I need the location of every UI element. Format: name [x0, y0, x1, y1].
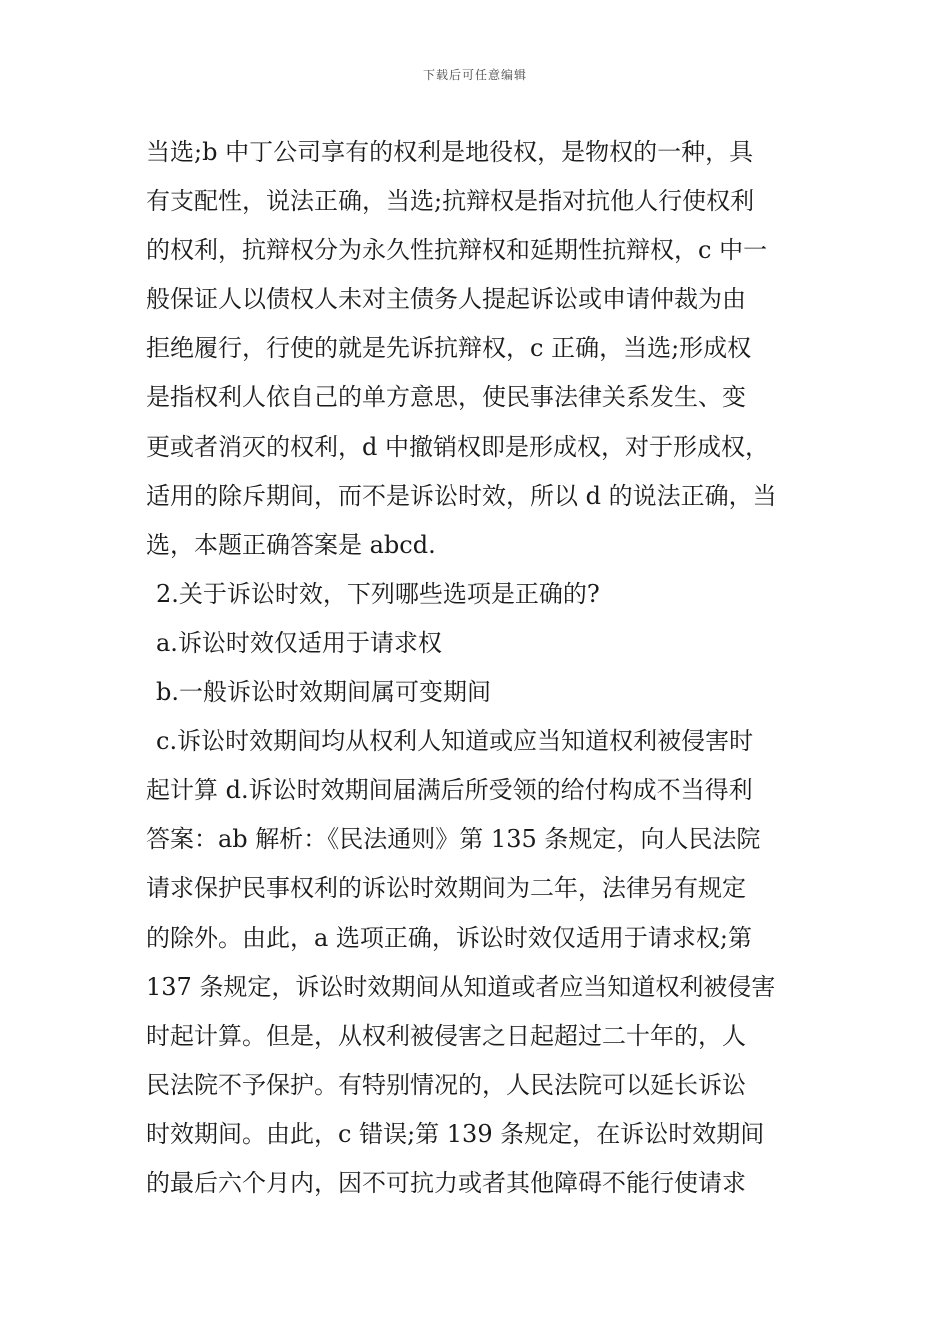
text-line: 有支配性，说法正确，当选;抗辩权是指对抗他人行使权利 — [146, 187, 755, 216]
page-header: 下载后可任意编辑 — [422, 68, 527, 82]
text-line: 137 条规定，诉讼时效期间从知道或者应当知道权利被侵害 — [146, 972, 776, 1001]
option-a-line: a.诉讼时效仅适用于请求权 — [156, 628, 442, 657]
text-line: 民法院不予保护。有特别情况的，人民法院可以延长诉讼 — [146, 1070, 746, 1099]
option-b-line: b.一般诉讼时效期间属可变期间 — [156, 678, 491, 707]
option-c-line: c.诉讼时效期间均从权利人知道或应当知道权利被侵害时 — [156, 727, 754, 756]
text-line: 选，本题正确答案是 abcd. — [146, 530, 436, 559]
text-line: 更或者消灭的权利，d 中撤销权即是形成权，对于形成权， — [146, 432, 769, 461]
text-line: 适用的除斥期间，而不是诉讼时效，所以 d 的说法正确，当 — [146, 481, 777, 510]
option-d-line: 起计算 d.诉讼时效期间届满后所受领的给付构成不当得利 — [146, 776, 753, 805]
text-line: 请求保护民事权利的诉讼时效期间为二年，法律另有规定 — [146, 874, 746, 903]
text-line: 的最后六个月内，因不可抗力或者其他障碍不能行使请求 — [146, 1168, 746, 1197]
text-line: 般保证人以债权人未对主债务人提起诉讼或申请仲裁为由 — [146, 285, 746, 314]
text-line: 的除外。由此，a 选项正确，诉讼时效仅适用于请求权;第 — [146, 923, 753, 952]
text-line: 当选;b 中丁公司享有的权利是地役权，是物权的一种，具 — [146, 138, 754, 166]
document-body — [146, 128, 816, 1208]
question-line: 2.关于诉讼时效，下列哪些选项是正确的? — [156, 579, 600, 608]
text-line: 拒绝履行，行使的就是先诉抗辩权，c 正确，当选;形成权 — [146, 334, 752, 363]
answer-line: 答案：ab 解析：《民法通则》第 135 条规定，向人民法院 — [146, 825, 761, 854]
text-line: 是指权利人依自己的单方意思，使民事法律关系发生、变 — [146, 383, 746, 412]
text-line: 时起计算。但是，从权利被侵害之日起超过二十年的，人 — [146, 1021, 746, 1050]
text-line: 的权利，抗辩权分为永久性抗辩权和延期性抗辩权，c 中一 — [146, 236, 768, 265]
text-line: 时效期间。由此，c 错误;第 139 条规定，在诉讼时效期间 — [146, 1119, 765, 1148]
